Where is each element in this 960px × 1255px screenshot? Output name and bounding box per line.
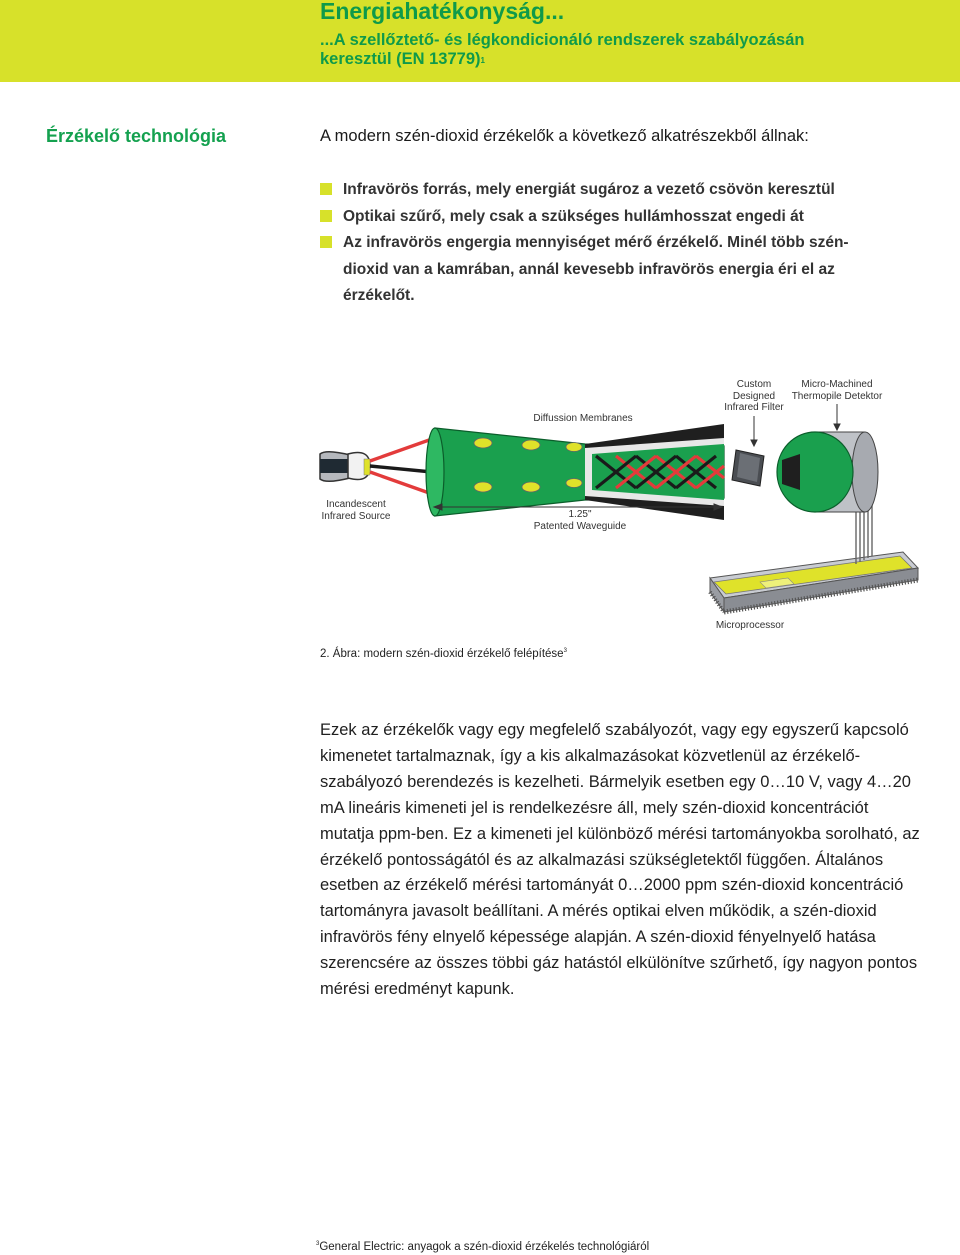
figure-caption	[320, 648, 567, 660]
label-waveguide	[510, 509, 650, 532]
label-filter-line-3: Infrared Filter	[724, 402, 784, 413]
footnote-number: 3	[316, 1241, 320, 1247]
label-waveguide-name: Patented Waveguide	[533, 520, 627, 532]
infrared-bulb	[320, 452, 370, 482]
footnote	[316, 1241, 649, 1253]
microprocessor-chip	[710, 552, 918, 612]
page-subtitle	[320, 31, 840, 69]
label-filter-line-1: Custom	[736, 379, 772, 390]
intro-text: A modern szén-dioxid érzékelők a következő alkatrészekből állnak:	[320, 127, 809, 145]
waveguide-tube	[426, 424, 724, 520]
label-microprocessor: Microprocessor	[715, 620, 785, 631]
list-item-text: Az infravörös engergia mennyiséget mérő érzékelő. Minél több szén-dioxid van a kamrában, annál kevesebb infravörös energia éri el az érzékelőt.	[343, 234, 849, 304]
caption-text: 2. Ábra: modern szén-dioxid érzékelő felépítése	[320, 648, 564, 660]
label-infrared-source	[300, 499, 412, 522]
square-bullet-icon	[320, 236, 332, 248]
square-bullet-icon	[320, 210, 332, 222]
component-list	[320, 177, 880, 310]
list-item-text: Infravörös forrás, mely energiát sugároz a vezető csövön keresztül	[343, 181, 835, 198]
sensor-diagram	[300, 360, 940, 680]
list-item	[320, 230, 880, 310]
infrared-filter	[732, 450, 764, 486]
list-item	[320, 177, 880, 204]
footnote-text: General Electric: anyagok a szén-dioxid érzékelés technológiáról	[319, 1241, 650, 1253]
label-thermopile-detector	[778, 379, 896, 402]
label-detector-line-2: Thermopile Detektor	[791, 390, 883, 402]
list-item	[320, 204, 880, 231]
label-diffusion-membranes: Diffussion Membranes	[533, 413, 633, 424]
beam-lines	[370, 439, 432, 494]
thermopile-detector	[777, 432, 878, 512]
page-title: Energiahatékonyság...	[320, 0, 565, 24]
subtitle-footnote-ref: 1	[480, 56, 485, 65]
caption-footnote-ref: 3	[563, 648, 567, 654]
label-detector-line-1: Micro-Machined	[801, 379, 873, 390]
label-filter-line-2: Designed	[732, 390, 776, 402]
label-waveguide-size: 1.25"	[568, 509, 592, 520]
section-heading: Érzékelő technológia	[46, 126, 227, 146]
square-bullet-icon	[320, 183, 332, 195]
list-item-text: Optikai szűrő, mely csak a szükséges hullámhosszat engedi át	[343, 207, 804, 225]
subtitle-text: ...A szellőztető- és légkondicionáló rendszerek szabályozásán keresztül (EN 13779)	[320, 31, 805, 68]
header-banner	[0, 0, 960, 82]
body-paragraph: Ezek az érzékelők vagy egy megfelelő szabályozót, vagy egy egyszerű kapcsoló kimenetet tartalmaznak, így a kis alkalmazásokat közvetlenül az érzékelő-szabályozó berendezés is kezelheti. Bármelyik esetben egy 0…10 V, vagy 4…20 mA lineáris kimeneti jel is rendelkezésre áll, mely szén-dioxid koncentrációt mutatja ppm-ben. Ez a kimeneti jel különböző mérési tartományokba sorolható, az érzékelő pontosságától és az alkalmazási szükségletektől függően. Általános esetben az érzékelő mérési tartományát 0…2000 ppm szén-dioxid koncentráció tartományra javasolt beállítani. A mérés optikai elven működik, a szén-dioxid infravörös fény elnyelő képessége alapján. A szén-dioxid fényelnyelő hatása szerencsére az összes többi gáz hatástól elkülönítve szűrhető, így nagyon pontos mérési eredményt kapunk.	[320, 721, 920, 999]
label-source-line-1: Incandescent	[326, 499, 386, 510]
label-source-line-2: Infrared Source	[321, 510, 391, 522]
